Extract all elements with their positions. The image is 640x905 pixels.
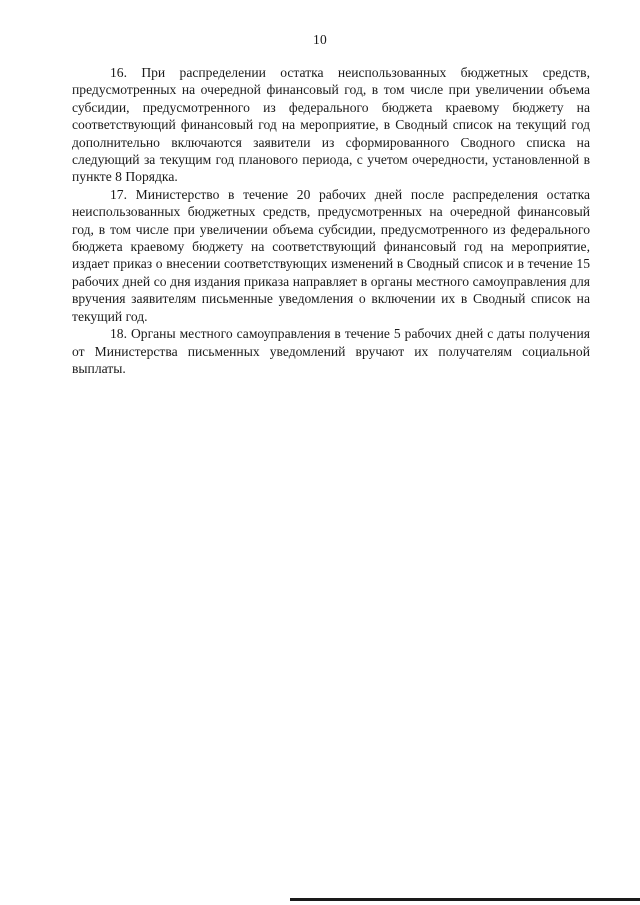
document-body [72,64,590,377]
page-number: 10 [313,32,327,47]
scan-edge-line [290,898,640,901]
paragraph-18: 18. Органы местного самоуправления в течение 5 рабочих дней с даты получения от Министерства письменных уведомлений вручают их получателям социальной выплаты. [72,326,590,376]
paragraph-16: 16. При распределении остатка неиспользованных бюджетных средств, предусмотренных на очередной финансовый год, в том числе при увеличении объема субсидии, предусмотренного из федерального бюджета краевому бюджету на соответствующий финансовый год на мероприятие, в Сводный список на текущий год дополнительно включаются заявители из сформированного Сводного списка на следующий за текущим год планового периода, с учетом очередности, установленной в пункте 8 Порядка. [72,65,590,185]
paragraph-17: 17. Министерство в течение 20 рабочих дней после распределения остатка неиспользованных бюджетных средств, предусмотренных на очередной финансовый год, в том числе при увеличении объема субсидии, предусмотренного из федерального бюджета краевому бюджету на соответствующий финансовый год на мероприятие, издает приказ о внесении соответствующих изменений в Сводный список и в течение 15 рабочих дней со дня издания приказа направляет в органы местного самоуправления для вручения заявителям письменные уведомления о включении их в Сводный список на текущий год. [72,186,590,324]
